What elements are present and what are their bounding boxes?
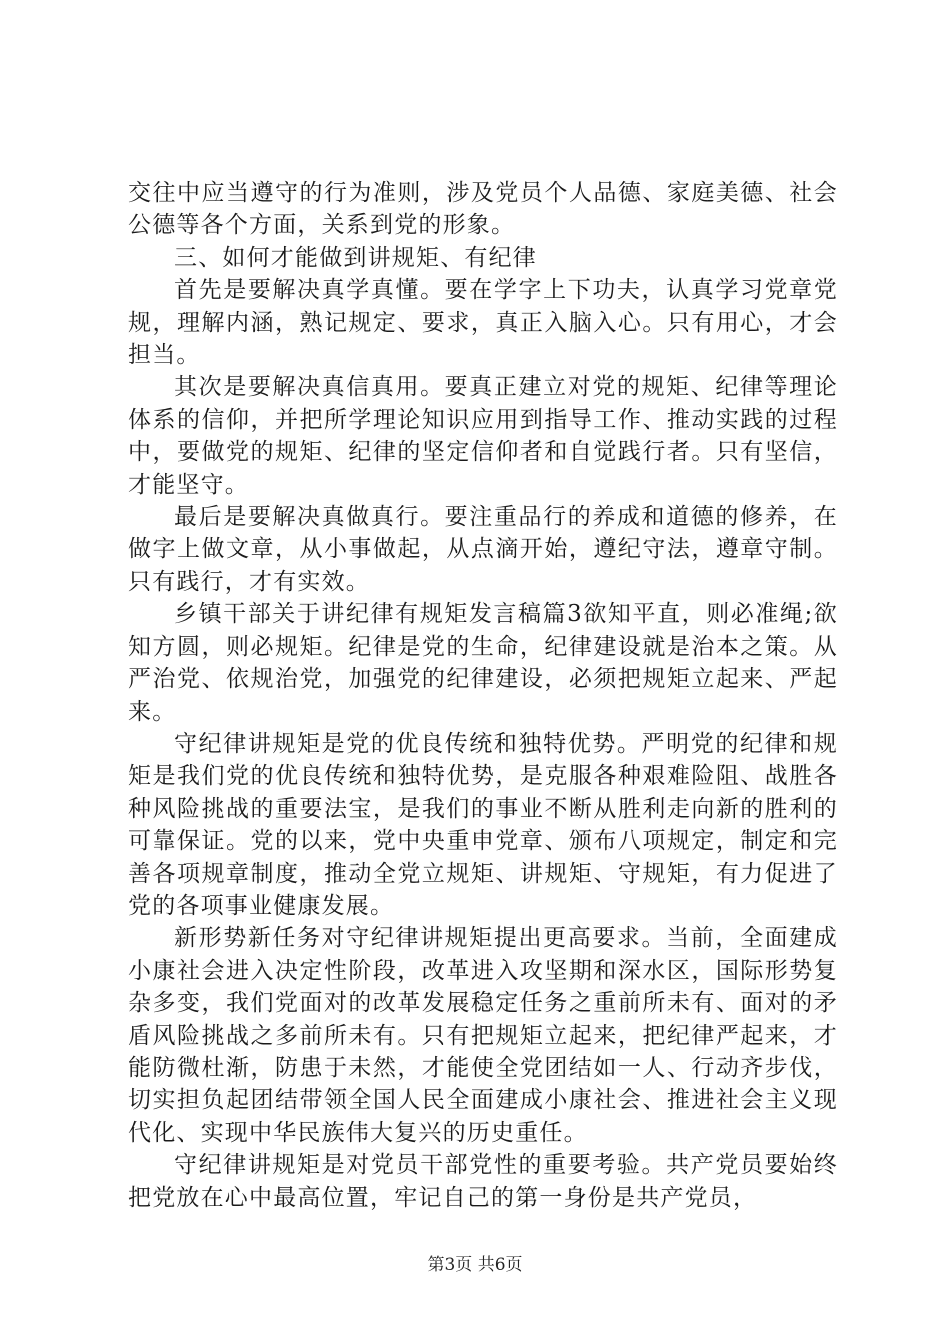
paragraph: 守纪律讲规矩是对党员干部党性的重要考验。共产党员要始终把党放在心中最高位置，牢记自己的第一身份是共产党员， [128, 1152, 838, 1211]
paragraph: 交往中应当遵守的行为准则，涉及党员个人品德、家庭美德、社会公德等各个方面，关系到党的形象。 [128, 180, 838, 239]
paragraph: 守纪律讲规矩是党的优良传统和独特优势。严明党的纪律和规矩是我们党的优良传统和独特优势，是克服各种艰难险阻、战胜各种风险挑战的重要法宝，是我们的事业不断从胜利走向新的胜利的可靠保证。党的以来，党中央重申党章、颁布八项规定，制定和完善各项规章制度，推动全党立规矩、讲规矩、守规矩，有力促进了党的各项事业健康发展。 [128, 730, 838, 919]
document-body [128, 177, 838, 1214]
paragraph: 三、如何才能做到讲规矩、有纪律 [174, 244, 537, 271]
paragraph: 新形势新任务对守纪律讲规矩提出更高要求。当前，全面建成小康社会进入决定性阶段，改革进入攻坚期和深水区，国际形势复杂多变，我们党面对的改革发展稳定任务之重前所未有、面对的矛盾风险挑战之多前所未有。只有把规矩立起来，把纪律严起来，才能防微杜渐，防患于未然，才能使全党团结如一人、行动齐步伐，切实担负起团结带领全国人民全面建成小康社会、推进社会主义现代化、实现中华民族伟大复兴的历史重任。 [128, 925, 838, 1146]
paragraph: 首先是要解决真学真懂。要在学字上下功夫，认真学习党章党规，理解内涵，熟记规定、要求，真正入脑入心。只有用心，才会担当。 [128, 277, 838, 369]
paragraph: 其次是要解决真信真用。要真正建立对党的规矩、纪律等理论体系的信仰，并把所学理论知识应用到指导工作、推动实践的过程中，要做党的规矩、纪律的坚定信仰者和自觉践行者。只有坚信，才能坚守。 [128, 374, 838, 498]
paragraph: 最后是要解决真做真行。要注重品行的养成和道德的修养，在做字上做文章，从小事做起，从点滴开始，遵纪守法，遵章守制。只有践行，才有实效。 [128, 504, 838, 595]
page-footer: 第3页 共6页 [427, 1255, 523, 1275]
paragraph: 乡镇干部关于讲纪律有规矩发言稿篇3欲知平直，则必准绳;欲知方圆，则必规矩。纪律是党的生命，纪律建设就是治本之策。从严治党、依规治党，加强党的纪律建设，必须把规矩立起来、严起来。 [128, 601, 838, 725]
